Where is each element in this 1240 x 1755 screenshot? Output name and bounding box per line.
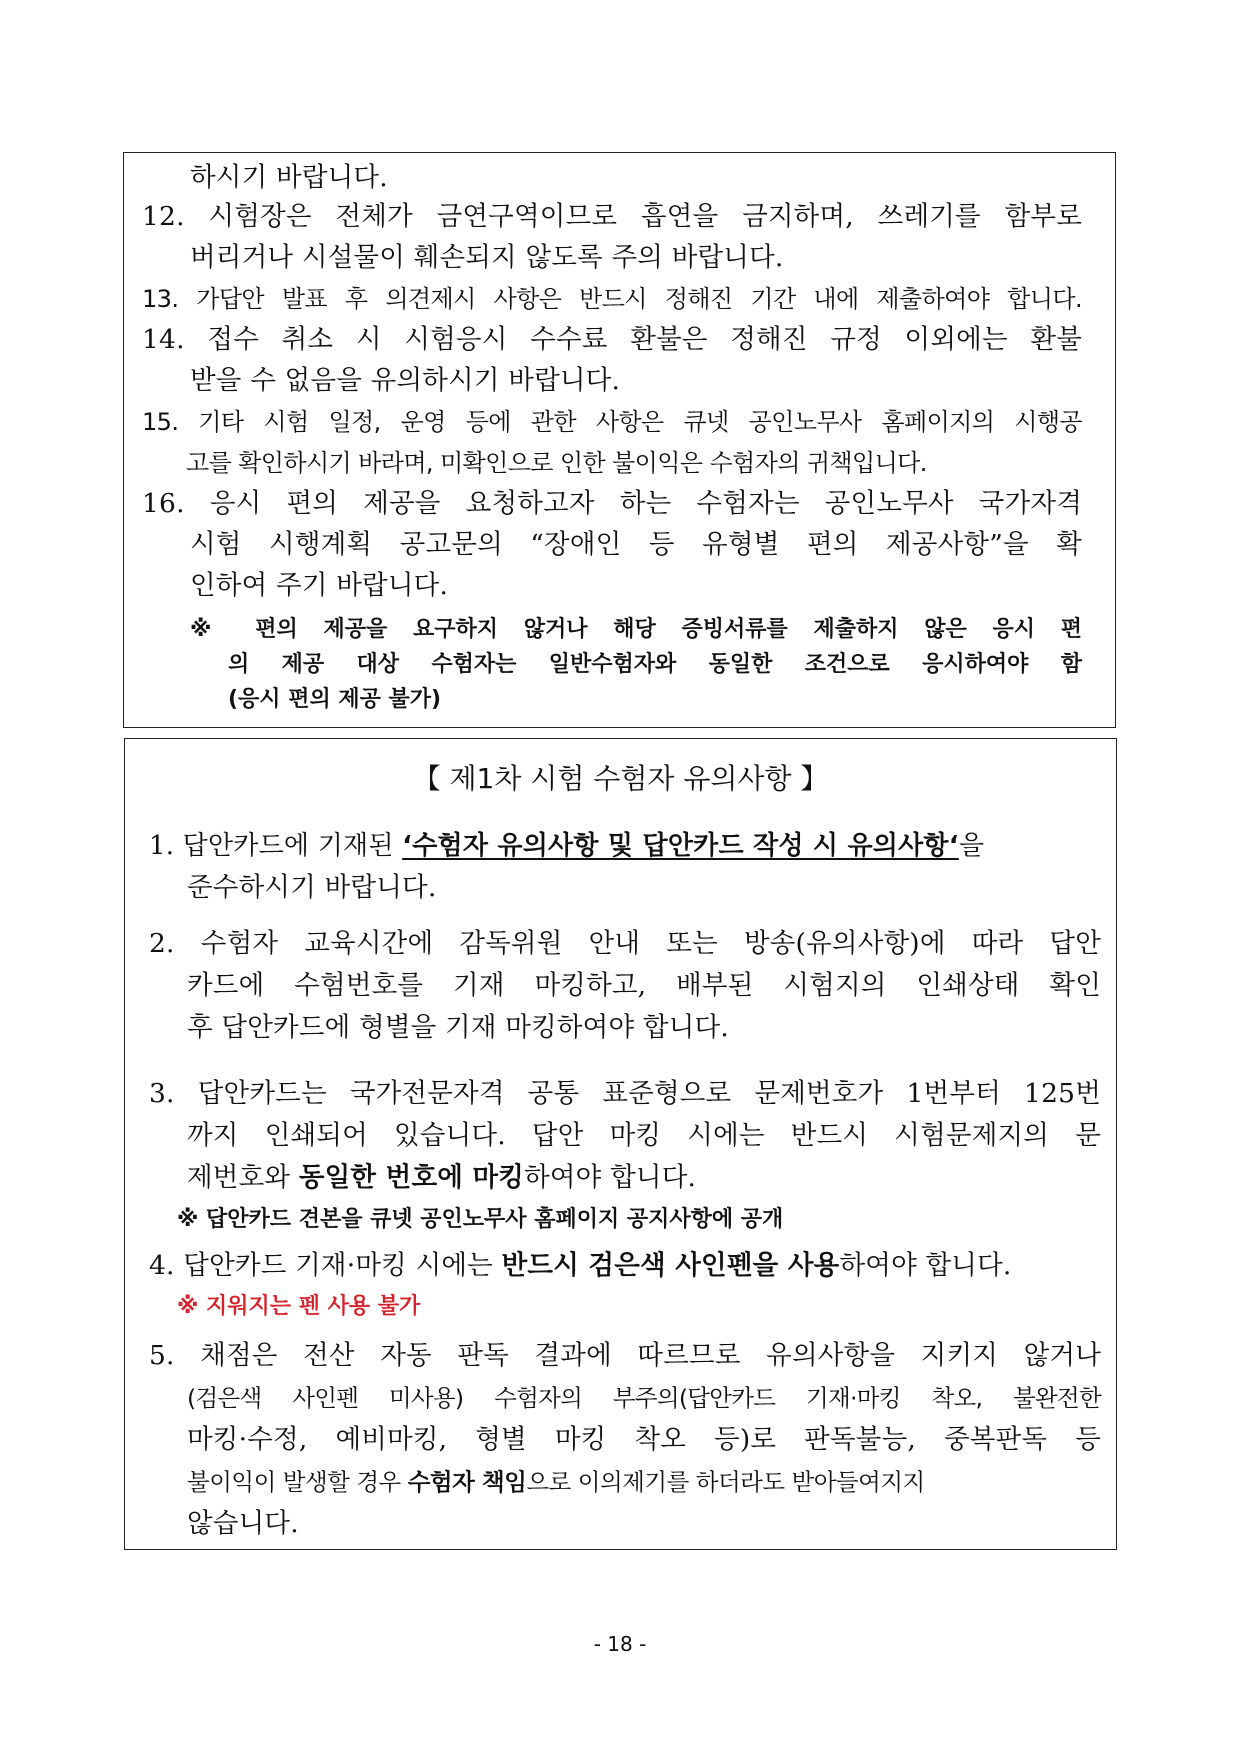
item-5-line4-post: 으로 이의제기를 하더라도 받아들여지지: [526, 1468, 925, 1496]
item-14-line1: 14. 접수 취소 시 시험응시 수수료 환불은 정해진 규정 이외에는 환불: [142, 324, 1082, 355]
item-1-post: 을: [958, 831, 985, 861]
accommodation-note-line2: 의 제공 대상 수험자는 일반수험자와 동일한 조건으로 응시하여야 함: [228, 652, 1082, 677]
erasable-pen-warning: ※ 지워지는 펜 사용 불가: [177, 1294, 421, 1319]
item-3-line3-pre: 제번호와: [187, 1162, 299, 1193]
item-5-emphasis: 수험자 책임: [407, 1468, 527, 1496]
item-3-line3-post: 하여야 합니다.: [524, 1162, 697, 1193]
item-14-line2: 받을 수 없음을 유의하시기 바랍니다.: [190, 365, 621, 396]
page-number: - 18 -: [593, 1632, 647, 1656]
item-5-line5: 않습니다.: [187, 1508, 299, 1539]
item-5-line3: 마킹·수정, 예비마킹, 형별 마킹 착오 등)로 판독불능, 중복판독 등: [187, 1424, 1101, 1455]
item-4-line1: [149, 1249, 1012, 1283]
item-2-line2: 카드에 수험번호를 기재 마킹하고, 배부된 시험지의 인쇄상태 확인: [187, 970, 1101, 1001]
accommodation-note-line1: ※ 편의 제공을 요구하지 않거나 해당 증빙서류를 제출하지 않은 응시 편: [190, 617, 1082, 642]
item-15-line2: 고를 확인하시기 바라며, 미확인으로 인한 불이익은 수험자의 귀책입니다.: [186, 449, 927, 477]
item-4-post: 하여야 합니다.: [839, 1250, 1012, 1281]
first-exam-notice-box: [124, 738, 1117, 1550]
item-4-pre: 4. 답안카드 기재·마킹 시에는: [149, 1250, 502, 1281]
item-1-emphasis: ‘수험자 유의사항 및 답안카드 작성 시 유의사항‘: [402, 831, 959, 861]
item-2-line3: 후 답안카드에 형별을 기재 마킹하여야 합니다.: [187, 1012, 729, 1043]
item-2-line1: 2. 수험자 교육시간에 감독위원 안내 또는 방송(유의사항)에 따라 답안: [149, 928, 1101, 959]
item-5-line4: [187, 1465, 925, 1499]
item-3-line1: 3. 답안카드는 국가전문자격 공통 표준형으로 문제번호가 1번부터 125번: [149, 1078, 1101, 1109]
item-5-line4-pre: 불이익이 발생할 경우: [187, 1468, 408, 1496]
item-12-line2: 버리거나 시설물이 훼손되지 않도록 주의 바랍니다.: [190, 242, 784, 273]
accommodation-note-line3: (응시 편의 제공 불가): [228, 687, 442, 712]
item-1-line1: [149, 829, 984, 863]
item-4-emphasis: 반드시 검은색 사인펜을 사용: [501, 1250, 840, 1281]
item-3-line2: 까지 인쇄되어 있습니다. 답안 마킹 시에는 반드시 시험문제지의 문: [187, 1120, 1101, 1151]
item-5-line2: (검은색 사인펜 미사용) 수험자의 부주의(답안카드 기재·마킹 착오, 불완전한: [187, 1384, 1101, 1412]
notice-box-continued: [123, 152, 1116, 728]
item-3-line3: [187, 1161, 696, 1195]
item-11-tail: 하시기 바랍니다.: [190, 162, 388, 193]
item-16-line2: 시험 시행계획 공고문의 “장애인 등 유형별 편의 제공사항”을 확: [190, 529, 1082, 560]
item-13: 13. 가답안 발표 후 의견제시 사항은 반드시 정해진 기간 내에 제출하여야 합니다.: [142, 285, 1082, 313]
item-1-pre: 1. 답안카드에 기재된: [149, 831, 403, 861]
item-12-line1: 12. 시험장은 전체가 금연구역이므로 흡연을 금지하며, 쓰레기를 함부로: [142, 201, 1082, 232]
item-15-line1: 15. 기타 시험 일정, 운영 등에 관한 사항은 큐넷 공인노무사 홈페이지의 시행공: [142, 408, 1082, 436]
item-16-line3: 인하여 주기 바랍니다.: [190, 570, 449, 601]
section-title: 【 제1차 시험 수험자 유의사항 】: [412, 762, 829, 795]
answer-card-sample-note: ※ 답안카드 견본을 큐넷 공인노무사 홈페이지 공지사항에 공개: [177, 1207, 784, 1232]
item-3-emphasis: 동일한 번호에 마킹: [298, 1162, 525, 1193]
item-5-line1: 5. 채점은 전산 자동 판독 결과에 따르므로 유의사항을 지키지 않거나: [149, 1340, 1101, 1371]
item-1-line2: 준수하시기 바랍니다.: [187, 872, 437, 903]
item-16-line1: 16. 응시 편의 제공을 요청하고자 하는 수험자는 공인노무사 국가자격: [142, 488, 1082, 519]
